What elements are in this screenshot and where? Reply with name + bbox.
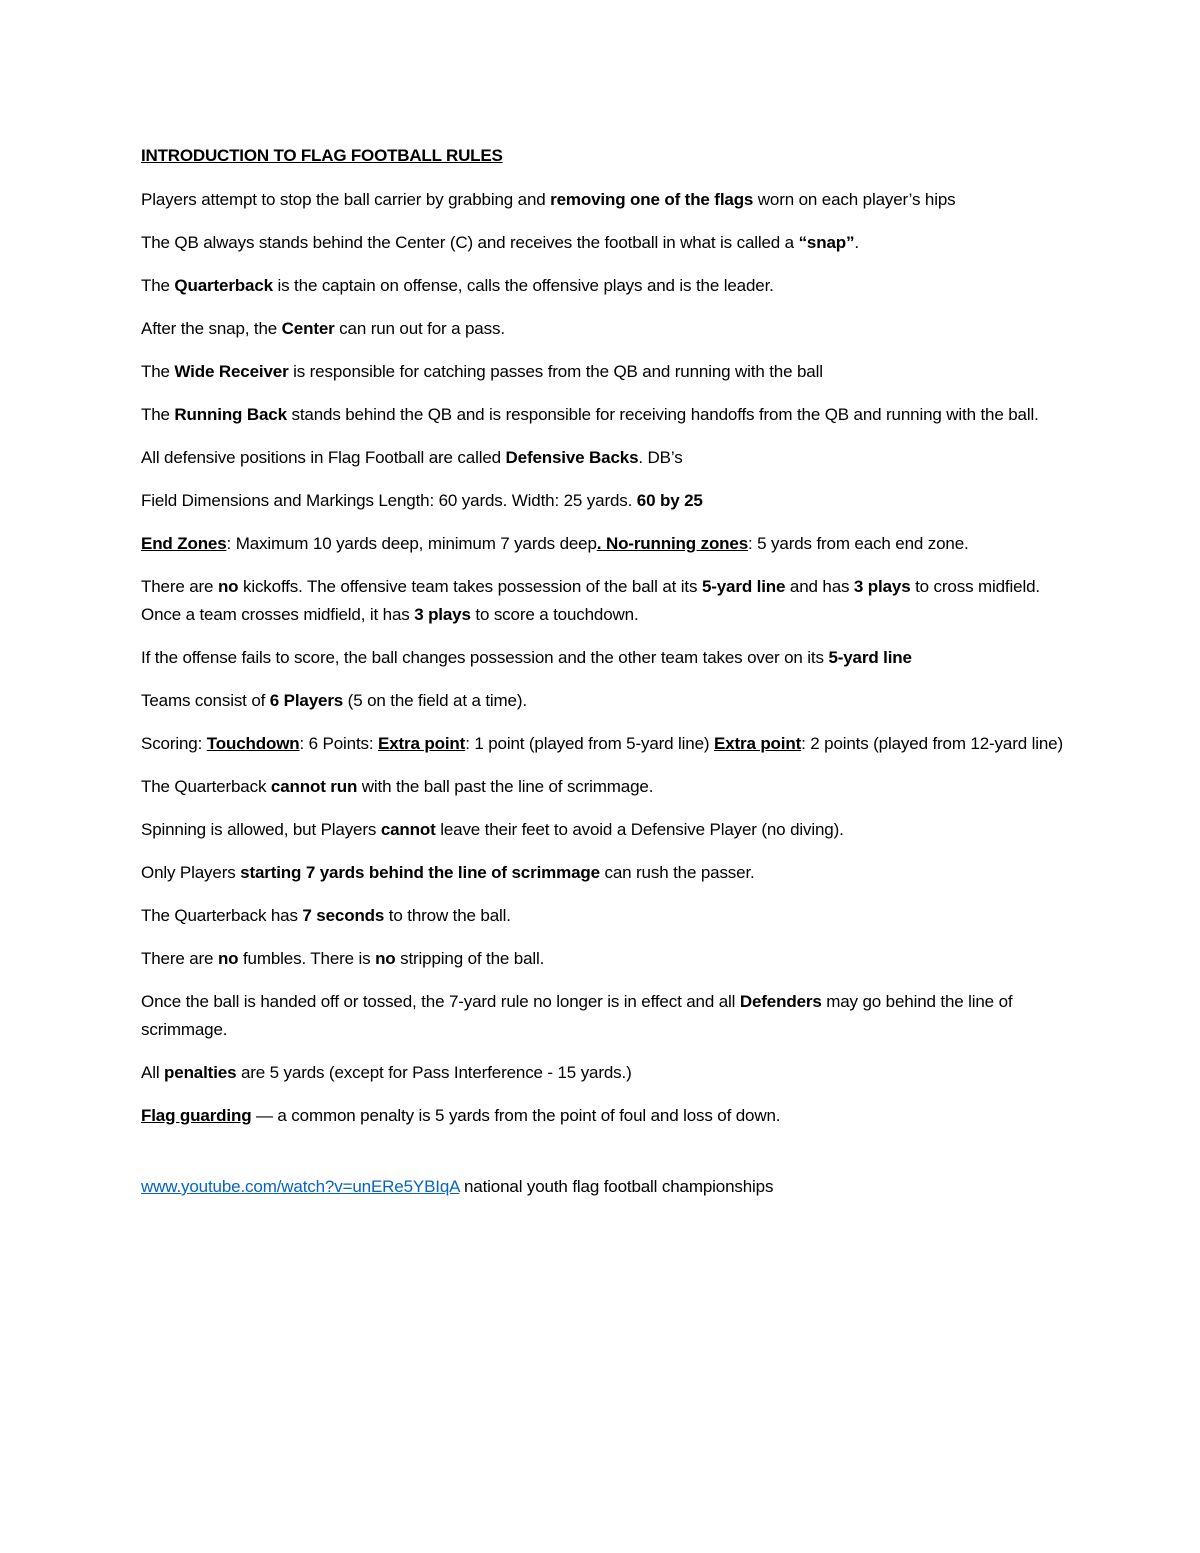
emphasis-text: “snap” — [798, 233, 855, 252]
emphasis-text: End Zones — [141, 534, 227, 553]
body-text: : 5 yards from each end zone. — [748, 534, 969, 553]
body-text: is responsible for catching passes from the QB and running with the ball — [288, 362, 823, 381]
emphasis-text: Defensive Backs — [505, 448, 639, 467]
document-title: INTRODUCTION TO FLAG FOOTBALL RULES — [141, 146, 503, 165]
body-text: Teams consist of — [141, 691, 270, 710]
body-text: can rush the passer. — [599, 863, 755, 882]
body-text: Only Players — [141, 863, 241, 882]
body-text: stripping of the ball. — [395, 949, 545, 968]
body-text: If the offense fails to score, the ball changes possession and the other team takes over on its — [141, 648, 829, 667]
emphasis-text: 6 Players — [269, 691, 344, 710]
body-text: (5 on the field at a time). — [343, 691, 527, 710]
emphasis-text: cannot — [380, 820, 436, 839]
body-text: : 1 point (played from 5-yard line) — [465, 734, 714, 753]
emphasis-text: penalties — [164, 1063, 237, 1082]
body-text: Scoring: — [141, 734, 207, 753]
rule-paragraph — [141, 272, 1070, 300]
emphasis-text: Touchdown — [206, 734, 300, 753]
body-text: to throw the ball. — [384, 906, 511, 925]
rule-paragraph — [141, 816, 1070, 844]
body-text: The — [141, 276, 175, 295]
body-text: leave their feet to avoid a Defensive Player (no diving). — [435, 820, 844, 839]
rule-paragraph — [141, 902, 1070, 930]
body-text: is the captain on offense, calls the offensive plays and is the leader. — [272, 276, 774, 295]
rule-paragraph — [141, 186, 1070, 214]
rule-paragraph — [141, 1059, 1070, 1087]
body-text: — a common penalty is 5 yards from the point of foul and loss of down. — [251, 1106, 781, 1125]
rule-paragraph — [141, 487, 1070, 515]
emphasis-text: no — [375, 949, 396, 968]
link-description: national youth flag football championships — [459, 1177, 774, 1196]
body-text: may go behind the line of scrimmage. — [141, 992, 1013, 1039]
body-text: All — [141, 1063, 165, 1082]
body-text: After the snap, the — [141, 319, 282, 338]
body-text: Once the ball is handed off or tossed, the 7-yard rule no longer is in effect and all — [141, 992, 740, 1011]
rule-paragraph — [141, 358, 1070, 386]
emphasis-text: Defenders — [739, 992, 822, 1011]
emphasis-text: removing one of the flags — [550, 190, 754, 209]
rule-paragraph — [141, 573, 1070, 629]
emphasis-text: 60 by 25 — [636, 491, 703, 510]
body-text: The Quarterback — [141, 777, 271, 796]
emphasis-text: Extra point — [713, 734, 802, 753]
body-text: kickoffs. The offensive team takes possession of the ball at its — [238, 577, 702, 596]
emphasis-text: 3 plays — [853, 577, 911, 596]
paragraph-list — [141, 186, 1070, 1130]
emphasis-text: 3 plays — [414, 605, 471, 624]
emphasis-text: no — [217, 577, 239, 596]
rule-paragraph — [141, 229, 1070, 257]
body-text: with the ball past the line of scrimmage. — [357, 777, 654, 796]
emphasis-text: Quarterback — [174, 276, 273, 295]
emphasis-text: Flag guarding — [141, 1106, 252, 1125]
rule-paragraph — [141, 1102, 1070, 1130]
body-text: to cross midfield. Once a team crosses midfield, it has — [141, 577, 1040, 624]
body-text: stands behind the QB and is responsible for receiving handoffs from the QB and running with the ball. — [286, 405, 1039, 424]
rule-paragraph — [141, 444, 1070, 472]
emphasis-text: Center — [281, 319, 335, 338]
emphasis-text: 5-yard line — [828, 648, 912, 667]
rule-paragraph — [141, 773, 1070, 801]
video-reference — [141, 1173, 1070, 1201]
body-text: The — [141, 362, 175, 381]
rule-paragraph — [141, 730, 1070, 758]
body-text: The — [141, 405, 175, 424]
rule-paragraph — [141, 530, 1070, 558]
emphasis-text: starting 7 yards behind the line of scrimmage — [240, 863, 600, 882]
body-text: Players attempt to stop the ball carrier by grabbing and — [141, 190, 551, 209]
body-text: fumbles. There is — [238, 949, 376, 968]
body-text: to score a touchdown. — [470, 605, 639, 624]
body-text: . DB’s — [638, 448, 683, 467]
emphasis-text: Running Back — [174, 405, 287, 424]
rule-paragraph — [141, 401, 1070, 429]
rule-paragraph — [141, 315, 1070, 343]
rule-paragraph — [141, 945, 1070, 973]
body-text: : 6 Points: — [299, 734, 379, 753]
emphasis-text: . No-running zones — [596, 534, 749, 553]
body-text: can run out for a pass. — [334, 319, 505, 338]
emphasis-text: Extra point — [378, 734, 466, 753]
rule-paragraph — [141, 988, 1070, 1044]
emphasis-text: 5-yard line — [701, 577, 786, 596]
body-text: : 2 points (played from 12-yard line) — [801, 734, 1063, 753]
emphasis-text: Wide Receiver — [174, 362, 289, 381]
emphasis-text: cannot run — [270, 777, 358, 796]
body-text: Spinning is allowed, but Players — [141, 820, 381, 839]
body-text: worn on each player’s hips — [753, 190, 956, 209]
body-text: . — [854, 233, 859, 252]
body-text: The Quarterback has — [141, 906, 303, 925]
rule-paragraph — [141, 687, 1070, 715]
emphasis-text: no — [217, 949, 239, 968]
body-text: Field Dimensions and Markings Length: 60 yards. Width: 25 yards. — [141, 491, 637, 510]
body-text: There are — [141, 577, 218, 596]
body-text: are 5 yards (except for Pass Interference - 15 yards.) — [236, 1063, 632, 1082]
body-text: The QB always stands behind the Center (C) and receives the football in what is called a — [141, 233, 799, 252]
body-text: All defensive positions in Flag Football are called — [141, 448, 506, 467]
emphasis-text: 7 seconds — [302, 906, 385, 925]
rule-paragraph — [141, 644, 1070, 672]
youtube-link[interactable]: www.youtube.com/watch?v=unERe5YBIqA — [141, 1177, 460, 1196]
body-text: There are — [141, 949, 218, 968]
body-text: : Maximum 10 yards deep, minimum 7 yards deep — [226, 534, 597, 553]
rule-paragraph — [141, 859, 1070, 887]
body-text: and has — [785, 577, 854, 596]
